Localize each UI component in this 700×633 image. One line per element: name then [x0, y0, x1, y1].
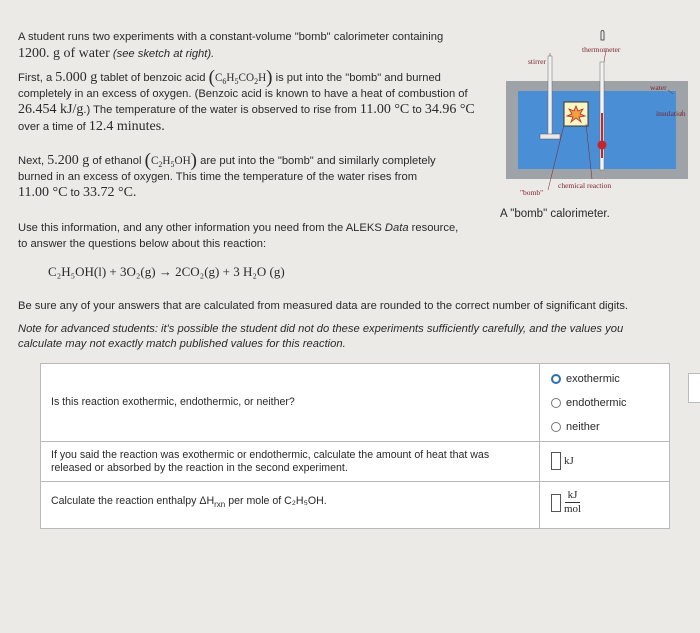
p1-line2: completely in an excess of oxygen. (Benzoic acid is known to have a heat of combustion of	[18, 87, 468, 100]
radio-endothermic[interactable]	[551, 398, 561, 408]
q3-text	[51, 495, 327, 508]
enthalpy-unit	[564, 489, 581, 516]
water-mass: 1200. g of water	[18, 45, 110, 61]
enthalpy-answer	[551, 489, 581, 516]
instructions-text	[18, 221, 498, 252]
water-body	[518, 91, 676, 169]
p1-to: to	[412, 104, 422, 116]
unit-numerator: kJ	[565, 489, 581, 503]
heat-unit: kJ	[564, 455, 574, 467]
p3-line1: Use this information, and any other information you need from the ALEKS	[18, 222, 382, 234]
eq-product1: 2CO₂(g)	[175, 264, 220, 279]
insulation-label: insulation	[656, 109, 686, 118]
q1-text: Is this reaction exothermic, endothermic, or neither?	[51, 396, 295, 408]
p2-b: of ethanol	[92, 155, 142, 167]
question-row-2	[41, 441, 669, 482]
experiment2-text	[18, 150, 498, 202]
bomb-label: "bomb"	[520, 188, 544, 197]
option-neither[interactable]	[551, 421, 600, 433]
radio-exothermic[interactable]	[551, 374, 561, 384]
calorimeter-drawing	[498, 28, 698, 223]
p1-a: First, a	[18, 72, 53, 84]
option-endothermic-label: endothermic	[566, 397, 627, 409]
diagram-caption: A "bomb" calorimeter.	[500, 208, 610, 220]
q2-text	[51, 449, 489, 475]
stirrer-paddle	[540, 134, 560, 139]
eq-plus1: +	[109, 264, 117, 279]
p1-d: .) The temperature of the water is observed to rise from	[83, 104, 357, 116]
enthalpy-input[interactable]	[551, 494, 561, 512]
p2-a: Next,	[18, 155, 45, 167]
option-endothermic[interactable]	[551, 397, 627, 409]
thermometer-top-icon	[601, 31, 604, 41]
p2-to: to	[70, 187, 80, 199]
question-row-1	[41, 364, 669, 442]
p1-c: is put into the "bomb" and burned	[275, 72, 441, 84]
note-sigfigs: Be sure any of your answers that are calculated from measured data are rounded to the correct number of significant digits.	[18, 300, 629, 312]
side-panel-tab[interactable]	[688, 373, 700, 403]
eq-product2: 3 H₂O (g)	[233, 264, 285, 279]
eq-plus2: +	[222, 264, 230, 279]
option-exothermic[interactable]	[551, 373, 620, 385]
eq-reactant2: 3O₂(g)	[120, 264, 156, 279]
p1-b: tablet of benzoic acid	[100, 72, 206, 84]
intro-text	[18, 30, 488, 62]
unit-denominator: mol	[564, 503, 582, 515]
radio-neither[interactable]	[551, 422, 561, 432]
stirrer-rod	[548, 56, 552, 136]
p2-mass: 5.200 g	[47, 153, 90, 168]
question-row-3	[41, 481, 669, 528]
thermometer-bulb	[598, 141, 607, 150]
data-resource-link[interactable]: Data	[384, 222, 409, 234]
experiment1-text	[18, 67, 498, 135]
stirrer-label: stirrer	[528, 57, 546, 66]
p1-over: over a time of	[18, 120, 86, 133]
question-panel	[40, 363, 670, 529]
q2-line1: If you said the reaction was exothermic or endothermic, calculate the amount of heat that was	[51, 449, 490, 461]
p1-heat: 26.454 kJ/g	[18, 102, 84, 117]
q3-sub: rxn	[214, 500, 226, 509]
eq-reactant1: C₂H₅OH(l)	[48, 264, 107, 279]
see-sketch: (see sketch at right).	[112, 47, 215, 60]
water-label: water	[650, 83, 667, 92]
q3-suffix: per mole of C₂H₅OH.	[228, 495, 327, 507]
notes	[18, 299, 668, 353]
p1-t1: 11.00 °C	[359, 102, 410, 117]
p2-t1: 11.00 °C	[18, 185, 68, 200]
reaction-equation	[48, 264, 285, 280]
calorimeter-diagram	[498, 28, 698, 223]
q2-line2: released or absorbed by the reaction in the second experiment.	[51, 462, 348, 474]
thermometer-label: thermometer	[582, 45, 621, 54]
p2-t2: 33.72 °C.	[82, 185, 137, 200]
ethanol-formula: $(C_2H_5OH)$	[144, 150, 197, 171]
heat-answer	[551, 452, 574, 470]
option-neither-label: neither	[566, 421, 600, 433]
p1-time: 12.4 minutes.	[88, 118, 165, 134]
heat-input[interactable]	[551, 452, 561, 470]
eq-arrow: →	[158, 264, 172, 279]
p3-line2: to answer the questions below about this reaction:	[18, 237, 267, 250]
chemical-reaction-label: chemical reaction	[558, 181, 612, 190]
p1-t2: 34.96 °C	[424, 102, 475, 117]
p2-c: are put into the "bomb" and similarly completely	[200, 155, 436, 167]
option-exothermic-label: exothermic	[566, 373, 620, 385]
note-advanced: Note for advanced students: it's possible the student did not do these experiments sufficiently carefully, and the values you calculate may not exactly match published values for this reaction.	[18, 322, 624, 350]
benzoic-formula: $(C_6H_5CO_2H)$	[208, 67, 273, 88]
thermometer-mercury	[601, 113, 603, 158]
p2-line2: burned in an excess of oxygen. This time the temperature of the water rises from	[18, 170, 418, 183]
p3-resource: resource,	[411, 222, 459, 234]
intro-line1: A student runs two experiments with a constant-volume "bomb" calorimeter containing	[18, 31, 444, 43]
p1-mass: 5.000 g	[55, 70, 98, 85]
q3-prefix: Calculate the reaction enthalpy ΔH	[51, 495, 215, 507]
